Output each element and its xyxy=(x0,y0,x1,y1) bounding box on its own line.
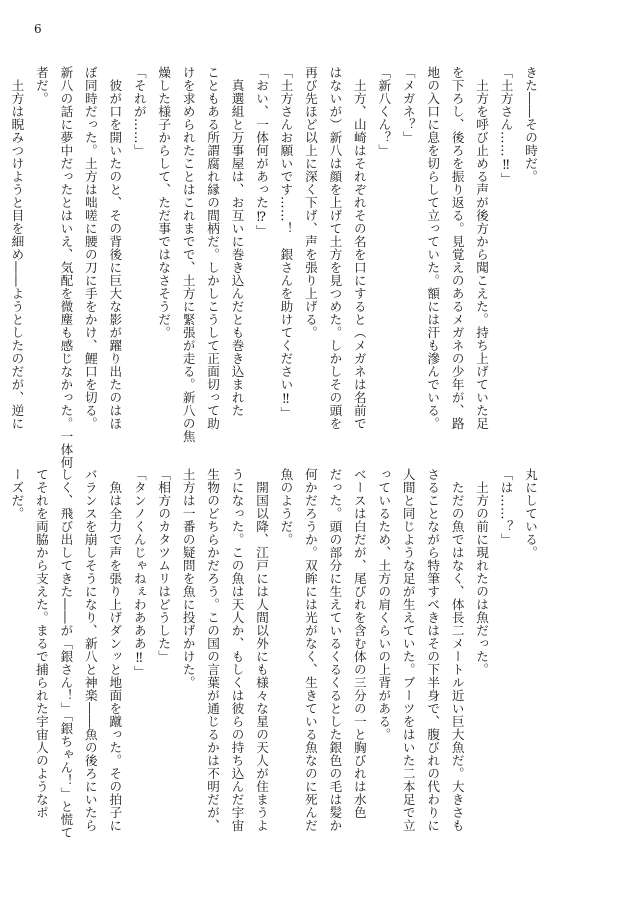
text-line: 土方の前に現れたのは魚だった。 xyxy=(474,468,490,676)
text-line: けを求められたことはこれまでで、土方に緊張が走る。新八の焦 xyxy=(180,66,196,443)
text-line: ベースは白だが、尾びれを含む体の三分の一と胸びれは水色 xyxy=(351,468,367,819)
text-line: さることながら特筆すべきはその下半身で、腹びれの代わりに xyxy=(425,468,441,832)
text-line: 人間と同じような足が生えていた。ブーツをはいた二本足で立 xyxy=(400,468,416,832)
text-line: 魚は全力で声を張り上げダンッと地面を蹴った。その拍子に xyxy=(107,468,123,832)
text-line: うになった。この魚は天人か、もしくは彼らの持ち込んだ宇宙 xyxy=(229,468,245,832)
text-line: 地の入口に息を切らして立っていた。額には汗も滲んでいる。 xyxy=(425,66,441,430)
text-line: 者だ。 xyxy=(33,66,49,105)
text-line: 「おい、一体何があった⁉」 xyxy=(254,66,270,238)
text-line: 「メガネ？」 xyxy=(400,66,416,144)
text-line: てそれを両脇から支えた。まるで捕られた宇宙人のようなポ xyxy=(33,468,49,819)
page-number: 6 xyxy=(34,22,42,36)
text-line: 新八の話に夢中だったとはいえ、気配を微塵も感じなかった。一体何 xyxy=(58,66,74,469)
text-line: 「土方さんお願いです……！ 銀さんを助けてください‼」 xyxy=(278,66,294,420)
text-column-bottom xyxy=(0,468,542,838)
text-line: しく、飛び出してきた――が「銀さん！」「銀ちゃん！」と慌て xyxy=(58,468,74,839)
text-line: 再び先ほど以上に深く下げ、声を張り上げる。 xyxy=(302,66,318,339)
text-line: 「相方のカタツムリはどうした」 xyxy=(156,468,172,663)
text-line: 開国以降、江戸には人間以外にも様々な星の天人が住まうよ xyxy=(254,468,270,832)
text-line: 土方、山崎はそれぞれその名を口にすると（メガネは名前で xyxy=(351,66,367,430)
text-line: はないが）新八は顔を上げて土方を見つめた。しかしその頭を xyxy=(327,66,343,430)
text-line: 何かだろうか。双眸には光がなく、生きている魚なのに死んだ xyxy=(302,468,318,832)
text-line: 彼が口を開いたのと、その背後に巨大な影が躍り出たのはほ xyxy=(107,66,123,430)
text-line: 「それが……」 xyxy=(131,66,147,157)
text-line: 「土方さん……‼」 xyxy=(498,66,514,186)
text-line: こともある所謂腐れ縁の間柄だ。しかしこうして正面切って助 xyxy=(205,66,221,430)
text-line: 「タンノくんじゃねぇわあああ‼」 xyxy=(131,468,147,679)
text-line: ただの魚ではなく、体長二メートル近い巨大魚だ。大きさも xyxy=(449,468,465,832)
text-line: バランスを崩しそうになり、新八と神楽――魚の後ろにいたら xyxy=(82,468,98,832)
text-line: だった。頭の部分に生えているくるくるとした銀色の毛は髪か xyxy=(327,468,343,832)
text-column-top xyxy=(0,66,542,469)
text-line: ぼ同時だった。土方は咄嗟に腰の刀に手をかけ、鯉口を切る。 xyxy=(82,66,98,430)
text-line: きた――その時だ。 xyxy=(523,66,538,183)
text-line: 燥した様子からして、ただ事ではなさそうだ。 xyxy=(156,66,172,339)
text-line: を下ろし、後ろを振り返る。見覚えのあるメガネの少年が、路 xyxy=(449,66,465,430)
text-line: 土方を呼び止める声が後方から聞こえた。持ち上げていた足 xyxy=(474,66,490,430)
text-line: 真選組と万事屋は、お互いに巻き込んだとも巻き込まれた xyxy=(229,66,245,417)
text-line: っているため、土方の肩くらいの上背がある。 xyxy=(376,468,392,741)
text-line: 土方は睨みつけようと目を細め――ようとしたのだが、逆に xyxy=(9,66,25,430)
text-line: 魚のようだ。 xyxy=(278,468,294,546)
text-line: 土方は一番の疑問を魚に投げかけた。 xyxy=(180,468,196,689)
text-line: ーズだ。 xyxy=(9,468,25,520)
text-line: 生物のどちらかだろう。この国の言葉が通じるかは不明だが、 xyxy=(205,468,221,832)
text-line: 「は……？」 xyxy=(498,468,514,546)
text-line: 丸にしている。 xyxy=(523,468,538,559)
text-line xyxy=(0,468,4,838)
text-line xyxy=(0,66,4,436)
text-line: 「新八くん？」 xyxy=(376,66,392,157)
